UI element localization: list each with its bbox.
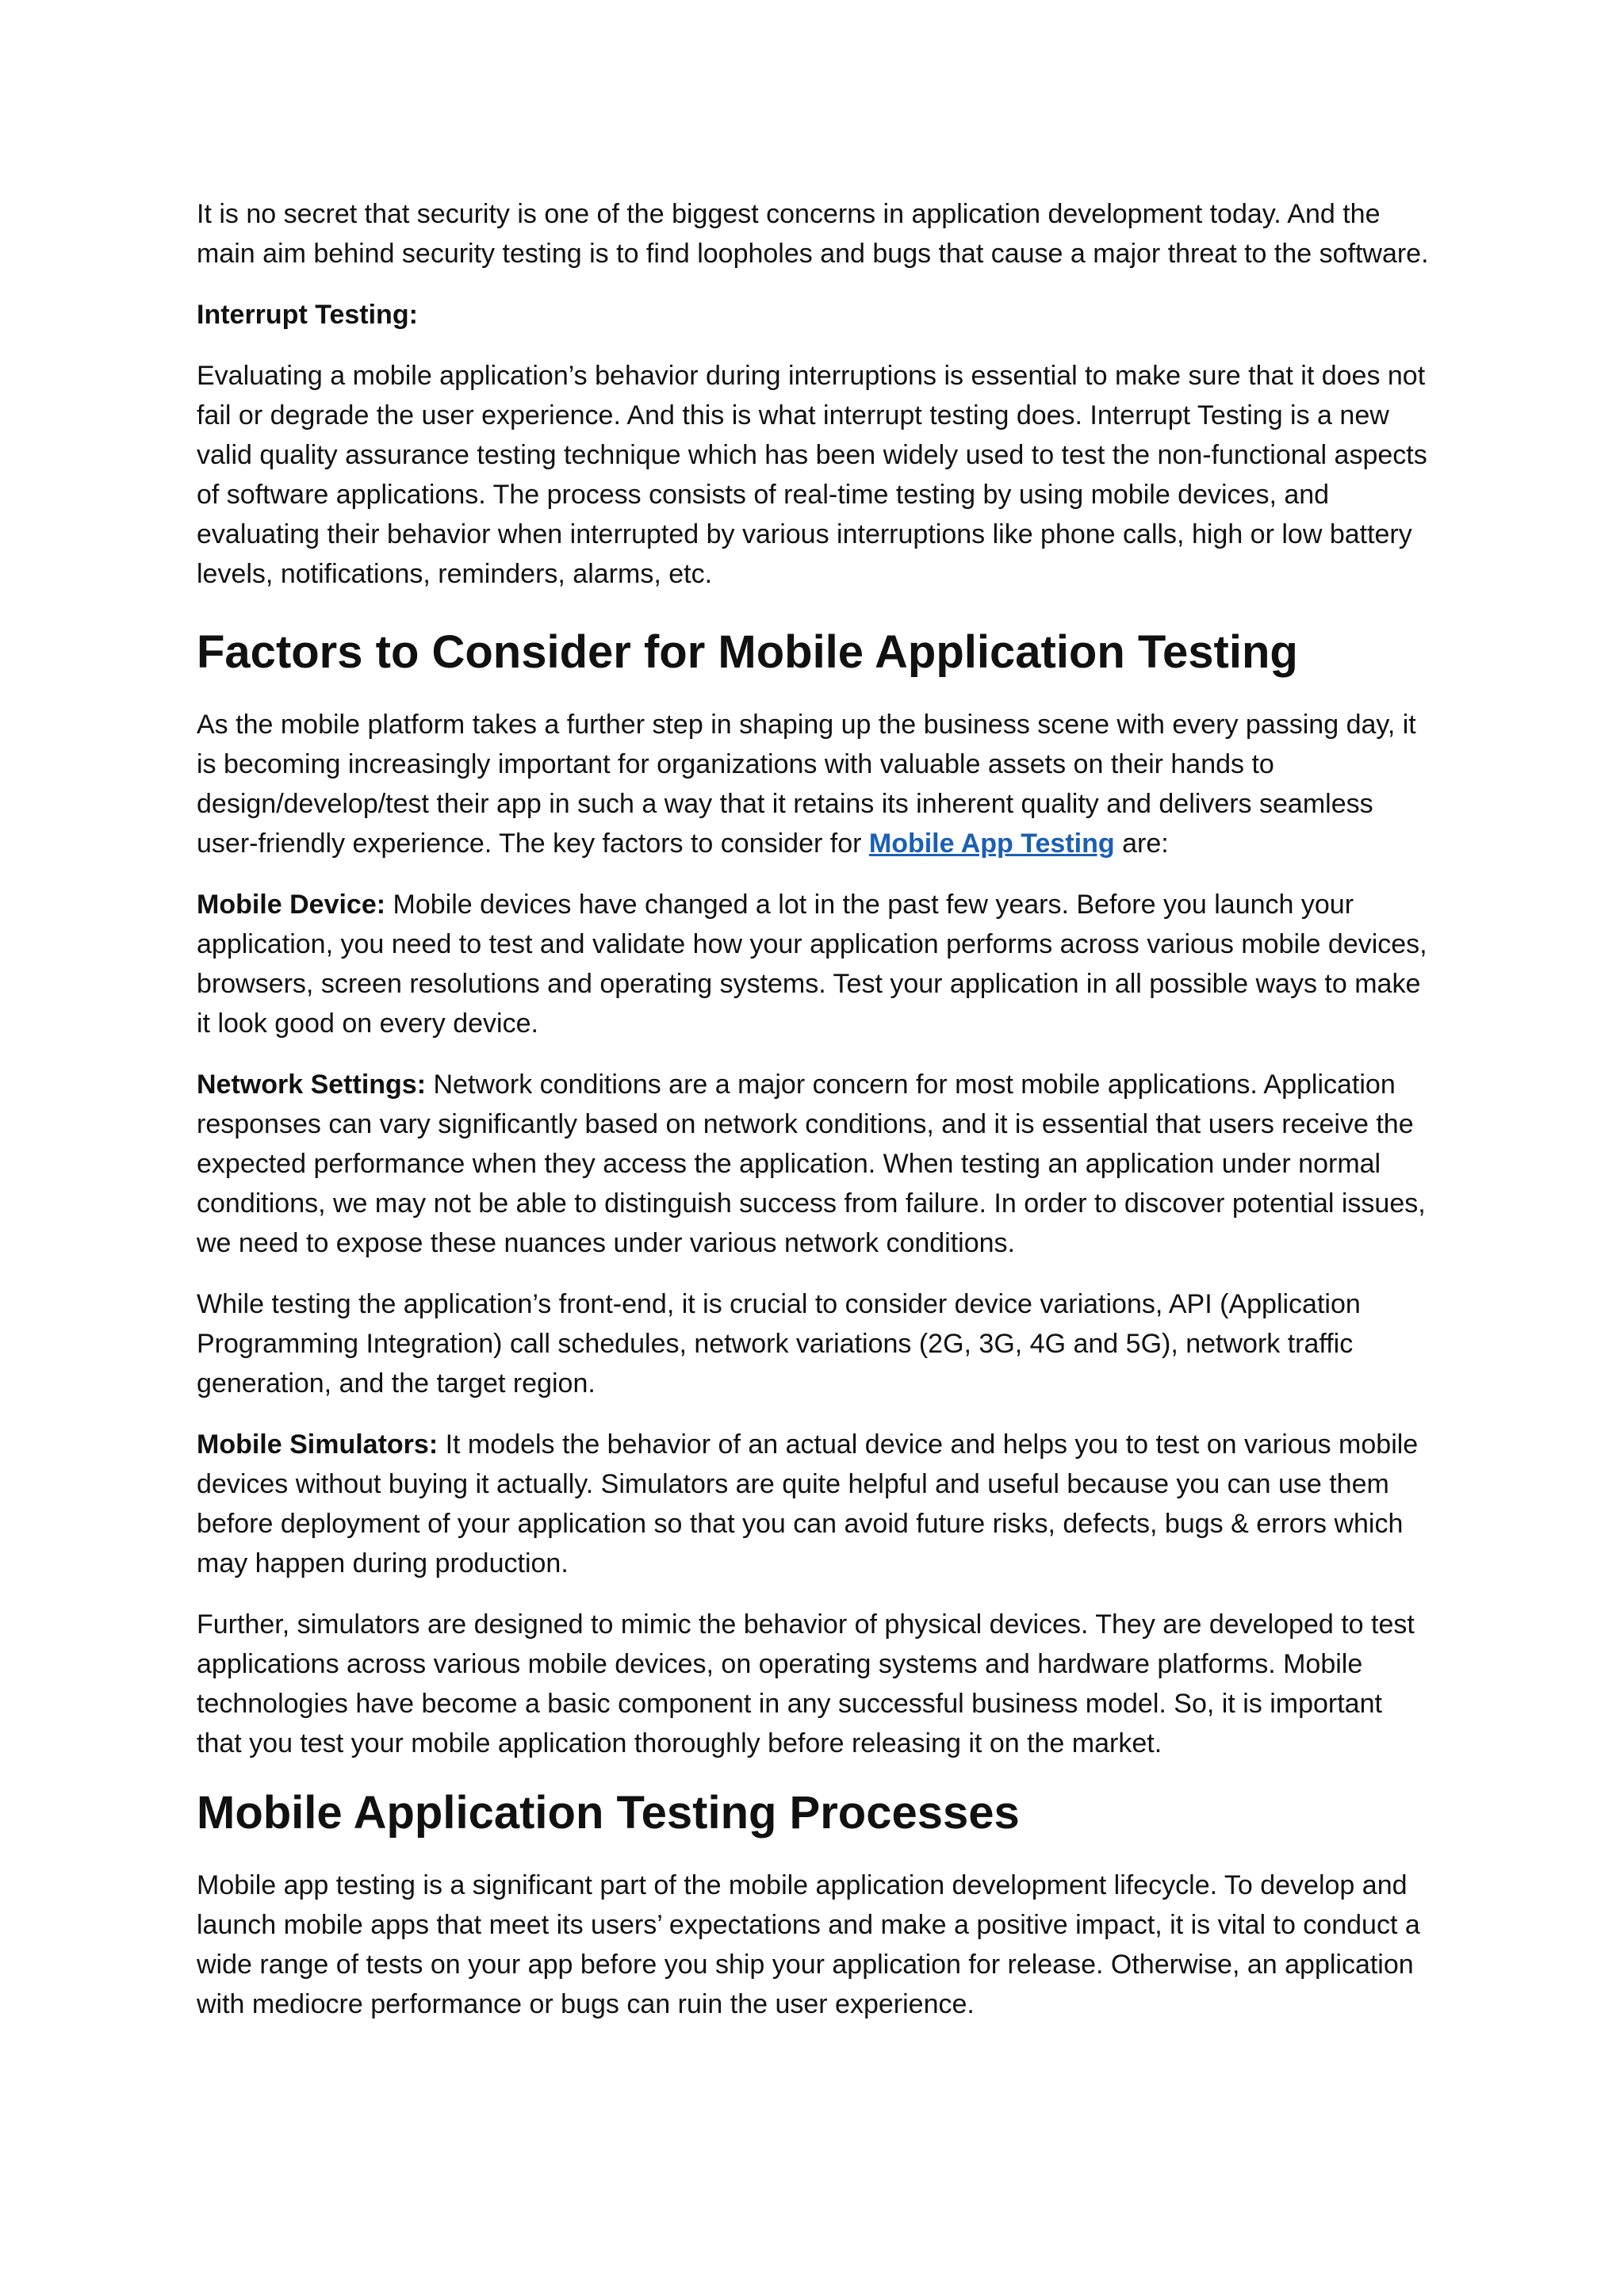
document-page bbox=[197, 194, 1434, 2045]
mobile-simulators-text: It models the behavior of an actual device and helps you to test on various mobile devices without buying it actually. Simulators are quite helpful and useful because you can use them before deployment of your application so that you can avoid future risks, defects, bugs & errors which may happen during production. bbox=[197, 1429, 1419, 1578]
mobile-simulators-paragraph bbox=[197, 1425, 1434, 1583]
interrupt-testing-paragraph: Evaluating a mobile application’s behavior during interruptions is essential to make sure that it does not fail or degrade the user experience. And this is what interrupt testing does. Interrupt Testing is a new valid quality assurance testing technique which has been widely used to test the non-functional aspects of software applications. The process consists of real-time testing by using mobile devices, and evaluating their behavior when interrupted by various interruptions like phone calls, high or low battery levels, notifications, reminders, alarms, etc. bbox=[197, 361, 1427, 589]
mobile-device-paragraph bbox=[197, 885, 1434, 1043]
processes-section-heading: Mobile Application Testing Processes bbox=[197, 1787, 1020, 1839]
intro-paragraph: It is no secret that security is one of the biggest concerns in application development today. And the main aim behind security testing is to find loopholes and bugs that cause a major threat to the software. bbox=[197, 199, 1429, 269]
mobile-device-text: Mobile devices have changed a lot in the past few years. Before you launch your application, you need to test and validate how your application performs across various mobile devices, browsers, screen resolutions and operating systems. Test your application in all possible ways to make it look good on every device. bbox=[197, 890, 1427, 1039]
processes-paragraph: Mobile app testing is a significant part of the mobile application development lifecycle. To develop and launch mobile apps that meet its users’ expectations and make a positive impact, it is vital to conduct a wide range of tests on your app before you ship your application for release. Otherwise, an application with mediocre performance or bugs can ruin the user experience. bbox=[197, 1870, 1420, 2019]
mobile-device-label: Mobile Device: bbox=[197, 890, 386, 920]
factors-section-heading: Factors to Consider for Mobile Application Testing bbox=[197, 626, 1298, 678]
factors-intro-tail: are: bbox=[1114, 828, 1169, 859]
mobile-app-testing-link[interactable]: Mobile App Testing bbox=[868, 828, 1115, 859]
network-settings-paragraph bbox=[197, 1065, 1434, 1263]
factors-intro-paragraph bbox=[197, 705, 1434, 863]
mobile-simulators-label: Mobile Simulators: bbox=[197, 1429, 439, 1460]
frontend-paragraph: While testing the application’s front-end, it is crucial to consider device variations, API (Application Programming Integration) call schedules, network variations (2G, 3G, 4G and 5G), network traffic generation, and the target region. bbox=[197, 1289, 1361, 1399]
interrupt-testing-heading: Interrupt Testing: bbox=[197, 300, 418, 330]
network-settings-text: Network conditions are a major concern for most mobile applications. Application responses can vary significantly based on network conditions, and it is essential that users receive the expected performance when they access the application. When testing an application under normal conditions, we may not be able to distinguish success from failure. In order to discover potential issues, we need to expose these nuances under various network conditions. bbox=[197, 1070, 1426, 1258]
simulators-further-paragraph: Further, simulators are designed to mimic the behavior of physical devices. They are developed to test applications across various mobile devices, on operating systems and hardware platforms. Mobile technologies have become a basic component in any successful business model. So, it is important that you test your mobile application thoroughly before releasing it on the market. bbox=[197, 1609, 1415, 1758]
factors-intro-text: As the mobile platform takes a further step in shaping up the business scene with every passing day, it is becoming increasingly important for organizations with valuable assets on their hands to design/develop/test their app in such a way that it retains its inherent quality and delivers seamless user-friendly experience. The key factors to consider for bbox=[197, 710, 1416, 859]
network-settings-label: Network Settings: bbox=[197, 1070, 427, 1100]
